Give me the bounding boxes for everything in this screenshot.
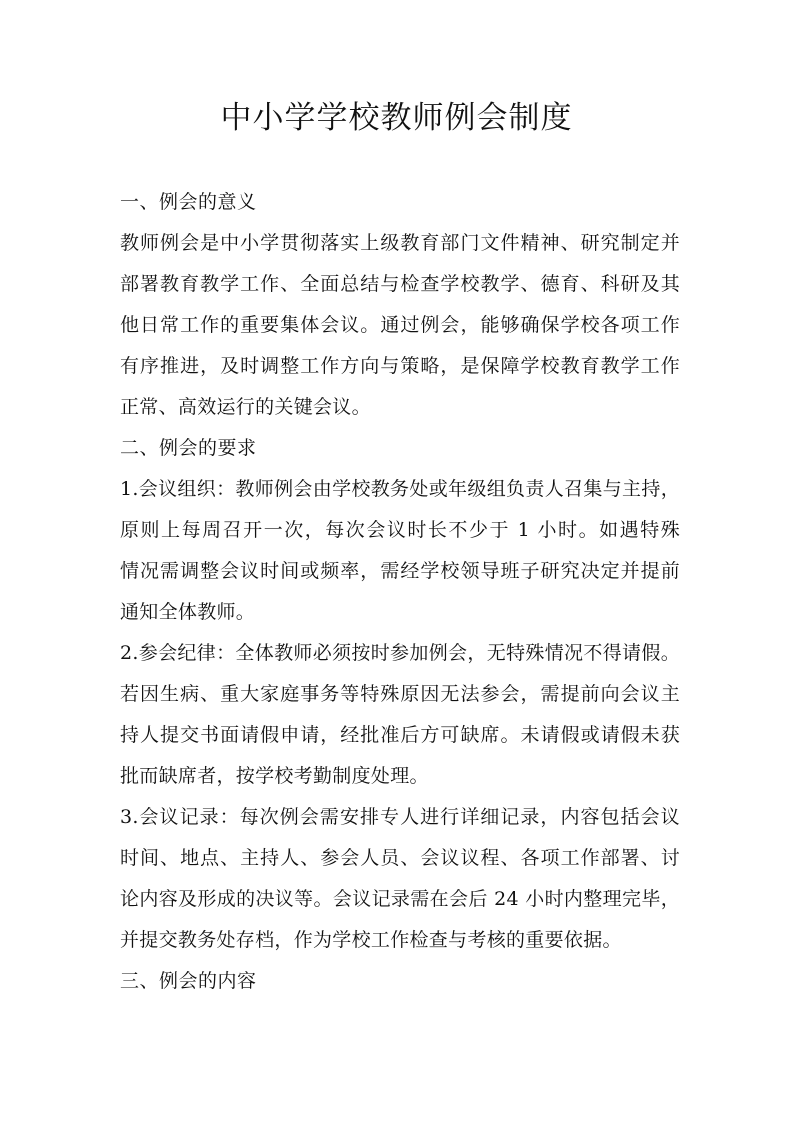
requirement-item-line: 并提交教务处存档，作为学校工作检查与考核的重要依据。 <box>120 929 622 951</box>
section-heading-meaning: 一、例会的意义 <box>120 191 257 213</box>
requirement-item-line: 若因生病、重大家庭事务等特殊原因无法参会，需提前向会议主 <box>120 683 680 705</box>
paragraph-line: 部署教育教学工作、全面总结与检查学校教学、德育、科研及其 <box>120 273 680 295</box>
paragraph-line: 有序推进，及时调整工作方向与策略，是保障学校教育教学工作 <box>120 355 680 377</box>
requirement-item-line: 持人提交书面请假申请，经批准后方可缺席。未请假或请假未获 <box>120 724 680 746</box>
requirement-item-line: 批而缺席者，按学校考勤制度处理。 <box>120 765 429 787</box>
requirement-item-line: 2.参会纪律：全体教师必须按时参加例会，无特殊情况不得请假。 <box>120 642 680 664</box>
paragraph-line: 他日常工作的重要集体会议。通过例会，能够确保学校各项工作 <box>120 314 680 336</box>
document-body <box>120 182 680 1002</box>
requirement-item-line: 1.会议组织：教师例会由学校教务处或年级组负责人召集与主持， <box>120 478 680 500</box>
paragraph-line: 教师例会是中小学贯彻落实上级教育部门文件精神、研究制定并 <box>120 232 680 254</box>
requirement-item-line: 时间、地点、主持人、参会人员、会议议程、各项工作部署、讨 <box>120 847 680 869</box>
section-heading-content: 三、例会的内容 <box>120 970 257 992</box>
document-title: 中小学学校教师例会制度 <box>220 100 573 136</box>
requirement-item-line: 原则上每周召开一次，每次会议时长不少于 1 小时。如遇特殊 <box>120 519 680 541</box>
requirement-item-line: 3.会议记录：每次例会需安排专人进行详细记录，内容包括会议 <box>120 806 680 828</box>
paragraph-line: 正常、高效运行的关键会议。 <box>120 396 371 418</box>
section-heading-requirements: 二、例会的要求 <box>120 437 257 459</box>
requirement-item-line: 情况需调整会议时间或频率，需经学校领导班子研究决定并提前 <box>120 560 680 582</box>
requirement-item-line: 通知全体教师。 <box>120 601 256 623</box>
requirement-item-line: 论内容及形成的决议等。会议记录需在会后 24 小时内整理完毕， <box>120 888 680 910</box>
